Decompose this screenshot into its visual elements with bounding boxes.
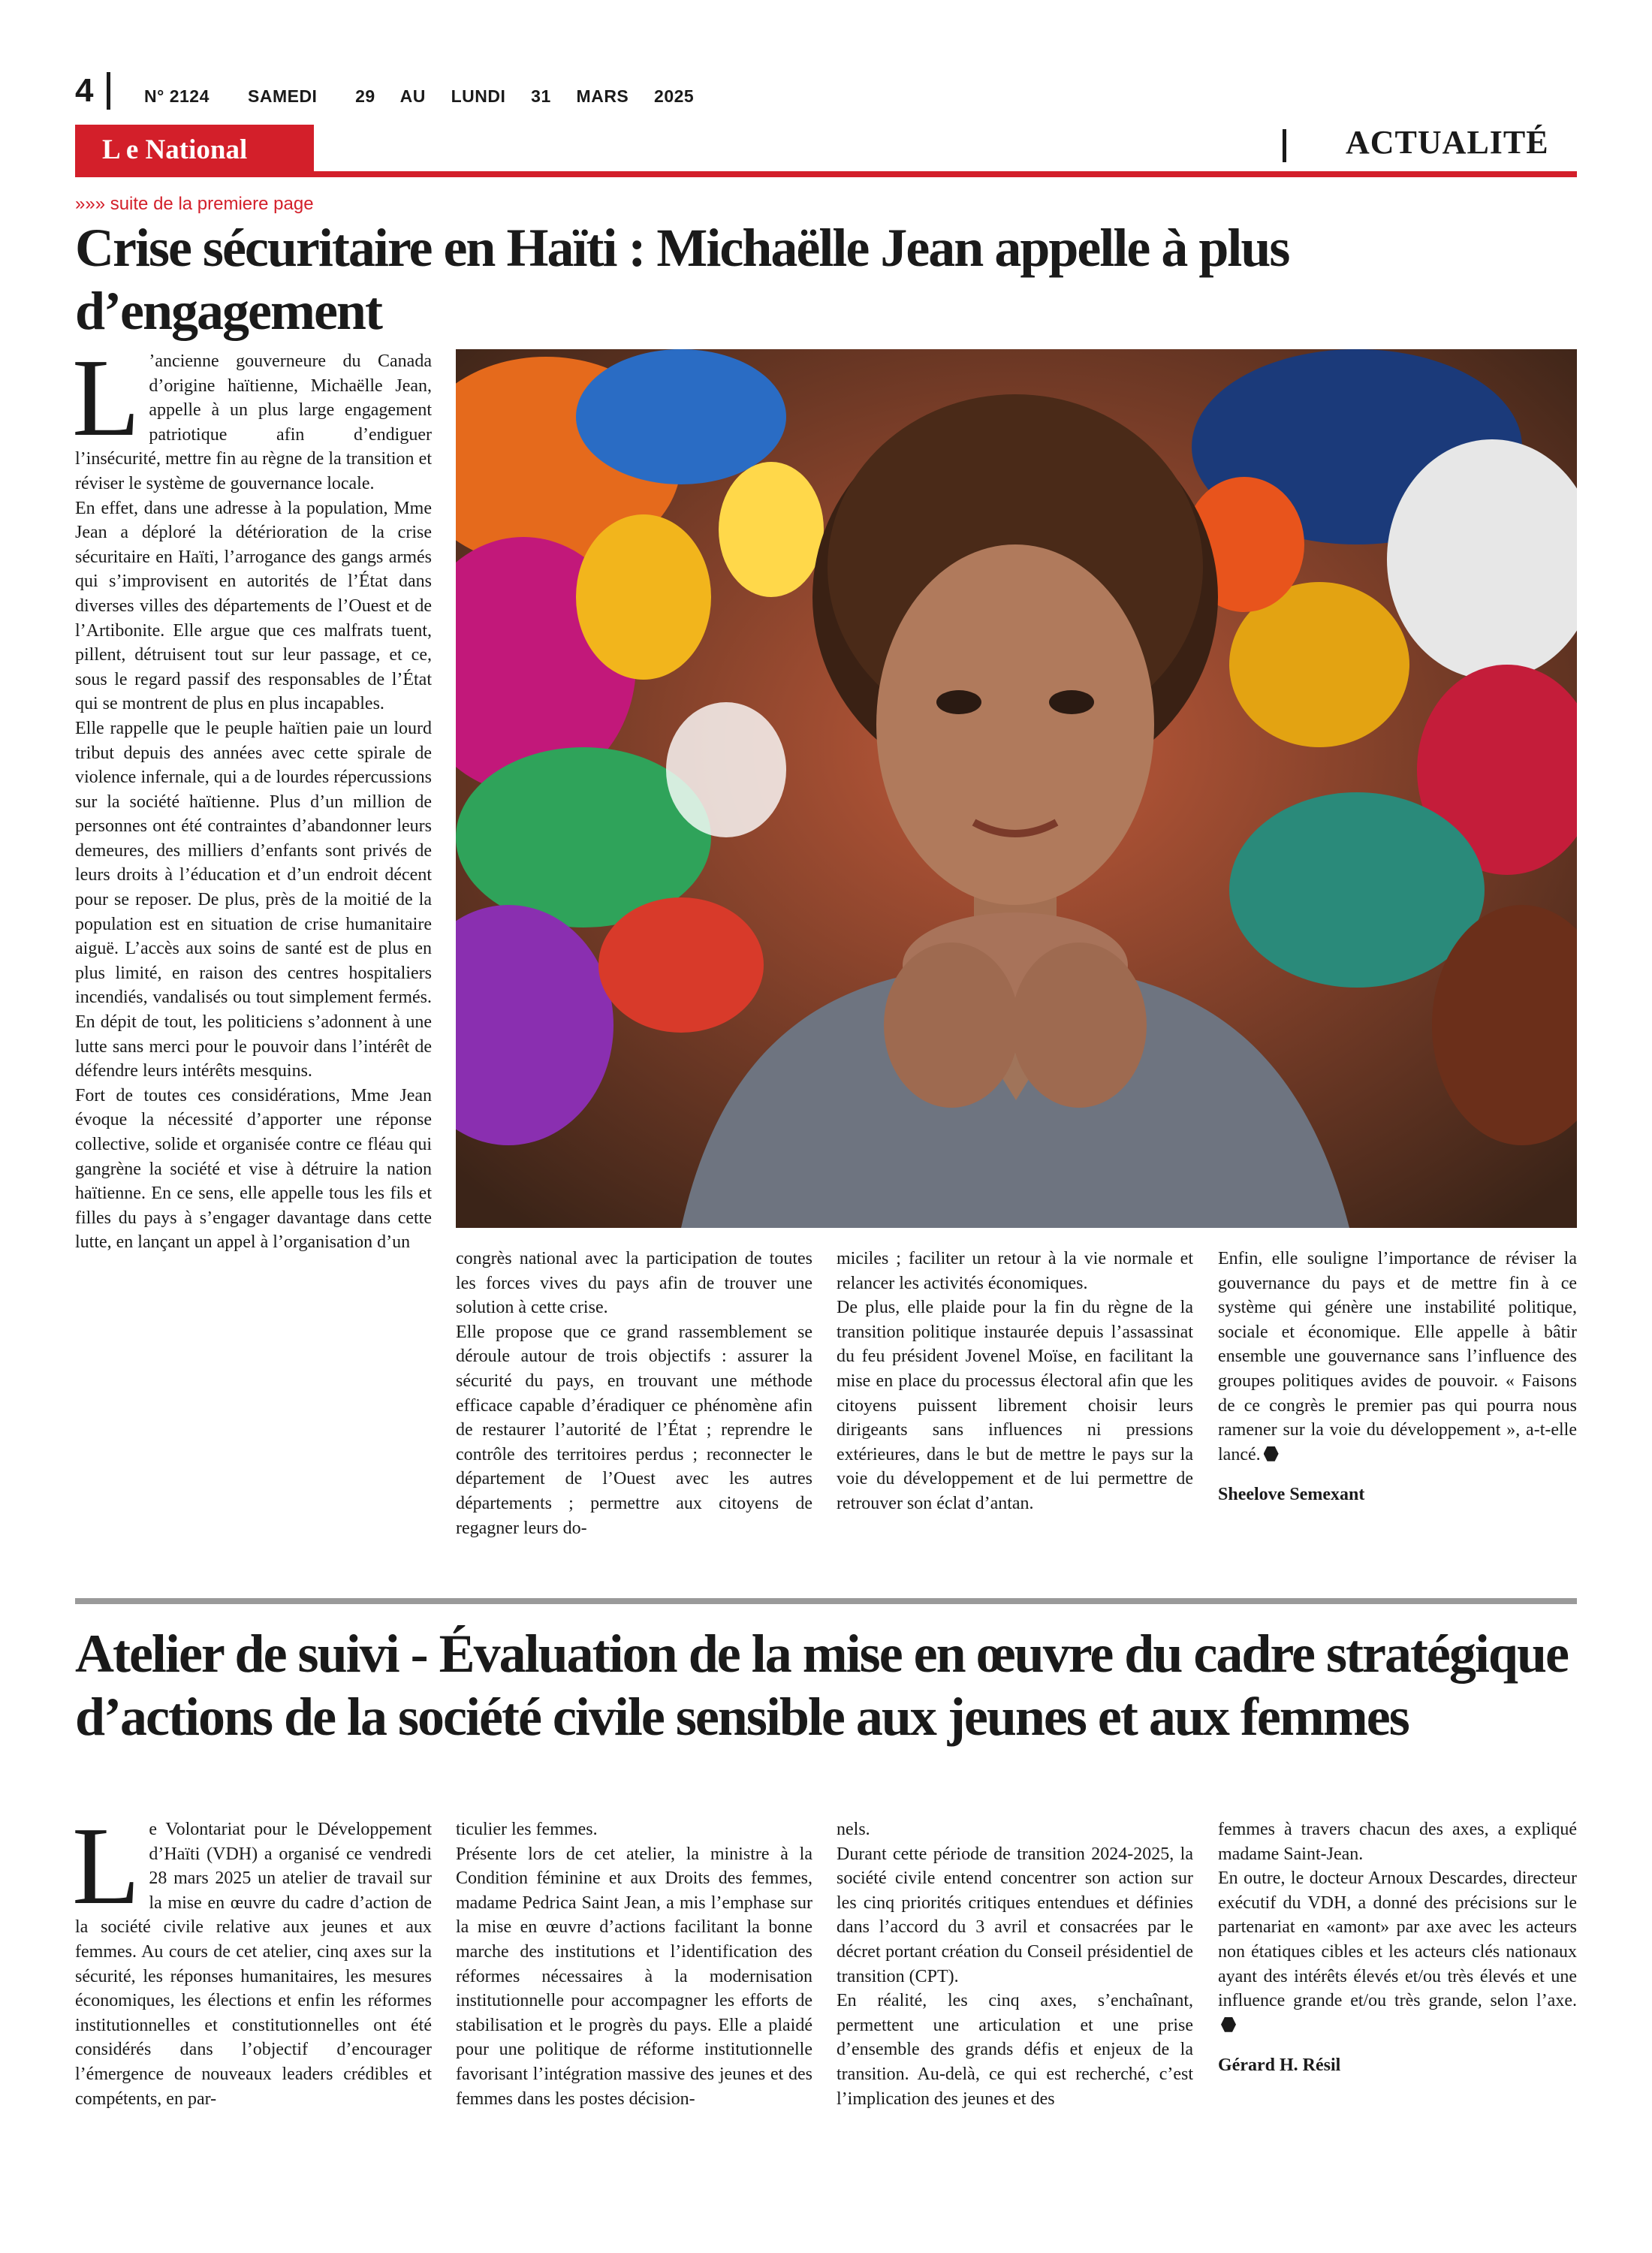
dropcap: L	[72, 1805, 140, 1928]
article1-column-2	[456, 1247, 812, 1540]
dropcap: L	[72, 336, 140, 460]
paragraph: femmes à travers chacun des axes, a expliqué madame Saint-Jean.	[1218, 1820, 1577, 1864]
brand-logo: L e National	[102, 134, 248, 165]
article2-column-4	[1218, 1817, 1577, 2076]
issue-number: N° 2124	[144, 86, 210, 106]
article1-column-4	[1218, 1247, 1577, 1505]
paragraph: nels.	[837, 1820, 870, 1839]
paragraph	[1218, 1866, 1577, 2037]
paragraph: Présente lors de cet atelier, la ministre à la Condition féminine et aux Droits des femmes, madame Pedrica Saint Jean, a mis l’emphase sur la mise en œuvre d’actions facilitant la bonne marche des institutions et l’identification des réformes nécessaires à la modernisation institutionnelle pour accompagner les efforts de stabilisation et le progrès du pays. Elle a plaidé pour une politique de réforme institutionnelle favorisant l’intégration massive des jeunes et des femmes dans les postes décision-	[456, 1844, 812, 2109]
paragraph-text: Enfin, elle souligne l’importance de réviser la gouvernance du pays et de mettre fin à ce système qui génère une instabilité politique, sociale et économique. Elle appelle à bâtir ensemble une gouvernance sans l’influence des groupes politiques avides de pouvoir. « Faisons de ce congrès le premier pas qui pourra nous ramener sur la voie du développement », a-t-elle lancé.	[1218, 1249, 1577, 1464]
paragraph: e Volontariat pour le Développement d’Haïti (VDH) a organisé ce vendredi 28 mars 2025 un atelier de travail sur la mise en œuvre du cadre d’action de la société civile relative aux jeunes et aux femmes. Au cours de cet atelier, cinq axes sur la sécurité, les réponses humanitaires, les mesures économiques, les élections et enfin les réformes institutionnelles et constitutionnelles ont été considérés dans l’objectif d’encourager l’émergence de nouveaux leaders crédibles et compétents, en par-	[75, 1820, 432, 2109]
article-headline: Crise sécuritaire en Haïti : Michaëlle Jean appelle à plus d’engagement	[75, 218, 1289, 341]
article-divider	[75, 1598, 1577, 1604]
article-photo	[456, 349, 1577, 1228]
page-number: 4	[75, 72, 94, 109]
paragraph	[1218, 1247, 1577, 1467]
paragraph: Elle propose que ce grand rassemblement se déroule autour de trois objectifs : assurer la sécurité du pays, en trouvant une méthode efficace capable d’éradiquer ce phénomène afin de restaurer l’autorité de l’État ; reprendre le contrôle des territoires perdus ; reconnecter le département de l’Ouest avec les autres départements ; permettre aux citoyens de regagner leurs do-	[456, 1322, 812, 1538]
author-byline: Sheelove Semexant	[1218, 1485, 1365, 1505]
paragraph: Fort de toutes ces considérations, Mme Jean évoque la nécessité d’apporter une réponse collective, solide et organisée contre ce fléau qui gangrène la société et vise à détruire la nation haïtienne. En ce sens, elle appelle tous les fils et filles du pays à s’engager davantage dans cette lutte, en lançant un appel à l’organisation d’un	[75, 1085, 432, 1253]
paragraph-text: En outre, le docteur Arnoux Descardes, directeur exécutif du VDH, a donné des précisions sur le partenariat en «amont» par axe avec les acteurs non étatiques cibles et les acteurs clés nationaux ayant des intérêts élevés et/ou très élevés et une influence grande et/ou très grande, selon l’axe.	[1218, 1868, 1577, 2011]
paragraph: ’ancienne gouverneure du Canada d’origine haïtienne, Michaëlle Jean, appelle à un plus large engagement patriotique afin d’endiguer l’insécurité, mettre fin au règne de la transition et réviser le système de gouvernance locale.	[75, 351, 432, 493]
section-separator	[1283, 129, 1286, 162]
article1-column-1	[72, 336, 432, 1558]
paragraph: En réalité, les cinq axes, s’enchaînant, permettent une articulation et une prise d’ensemble des grands défis et enjeux de la transition. Au-delà, ce qui est recherché, c’est l’implication des jeunes et des	[837, 1991, 1193, 2109]
paragraph: miciles ; faciliter un retour à la vie normale et relancer les activités économiques.	[837, 1249, 1193, 1293]
end-of-article-icon	[1221, 2017, 1236, 2032]
article2-column-1	[72, 1805, 432, 2111]
issue-date: SAMEDI 29 AU LUNDI 31 MARS 2025	[248, 86, 695, 106]
paragraph: congrès national avec la participation de toutes les forces vives du pays afin de trouver une solution à cette crise.	[456, 1249, 812, 1318]
continuation-kicker: »»» suite de la premiere page	[75, 194, 314, 214]
author-byline: Gérard H. Résil	[1218, 2055, 1341, 2076]
article2-column-2	[456, 1817, 812, 2111]
page-number-rule	[107, 72, 110, 110]
end-of-article-icon	[1264, 1446, 1279, 1461]
article-headline: Atelier de suivi - Évaluation de la mise en œuvre du cadre stratégique d’actions de la société civile sensible aux jeunes et aux femmes	[75, 1624, 1568, 1747]
paragraph: De plus, elle plaide pour la fin du règne de la transition politique instaurée depuis l’assassinat du feu président Jovenel Moïse, en facilitant la mise en place du processus électoral afin que les citoyens puissent librement choisir leurs dirigeants sans influences ni pressions extérieures, dans le but de mettre le pays sur la voie du développement et de lui permettre de retrouver son éclat d’antan.	[837, 1298, 1193, 1513]
article2-column-3	[837, 1817, 1193, 2111]
paragraph: ticulier les femmes.	[456, 1820, 598, 1839]
paragraph: Elle rappelle que le peuple haïtien paie un lourd tribut depuis des années avec cette spirale de violence infernale, qui a de lourdes répercussions sur la société haïtienne. Plus d’un million de personnes ont été contraintes d’abandonner leurs demeures, des milliers d’enfants sont privés de leurs droits à l’éducation et d’un endroit décent pour se reposer. De plus, près de la moitié de la population est en situation de crise humanitaire aiguë. L’accès aux soins de santé est de plus en plus limité, en raison des centres hospitaliers incendiés, vandalisés ou tout simplement fermés. En dépit de tout, les politiciens s’adonnent à une lutte sans merci pour le pouvoir dans l’intérêt de défendre leurs intérêts mesquins.	[75, 718, 432, 1081]
header-rule	[75, 171, 1577, 177]
section-title: ACTUALITÉ	[1346, 124, 1549, 161]
article1-column-3	[837, 1247, 1193, 1516]
paragraph: En effet, dans une adresse à la population, Mme Jean a déploré la détérioration de la crise sécuritaire en Haïti, l’arrogance des gangs armés qui s’improvisent en autorités de l’État dans diverses villes des départements de l’Ouest et de l’Artibonite. Elle argue que ces malfrats tuent, pillent, détruisent tout sur leur passage, et ce, sous le regard passif des responsables de l’État qui se montrent de plus en plus incapables.	[75, 498, 432, 714]
portrait-photo-illustration	[456, 349, 1577, 1228]
paragraph: Durant cette période de transition 2024-2025, la société civile entend concentrer son action sur les cinq priorités critiques entendues et définies dans l’accord du 3 avril et consacrées par le décret portant création du Conseil présidentiel de transition (CPT).	[837, 1844, 1193, 1986]
